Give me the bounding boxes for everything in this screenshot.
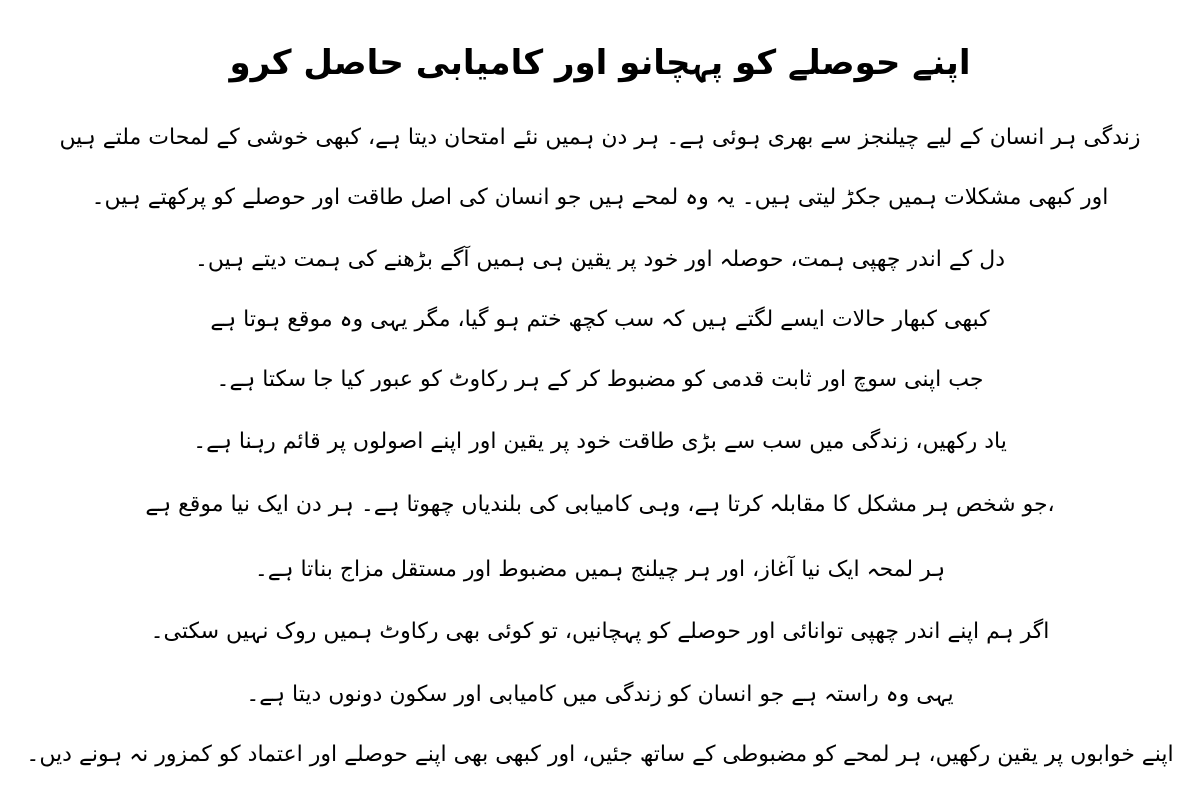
paragraph-line-8: ہر لمحہ ایک نیا آغاز، اور ہر چیلنج ہمیں مضبوط اور مستقل مزاج بناتا ہے۔ bbox=[254, 557, 946, 582]
paragraph-line-1: زندگی ہر انسان کے لیے چیلنجز سے بھری ہوئی ہے۔ ہر دن ہمیں نئے امتحان دیتا ہے، کبھی خوشی کے لمحات ملتے ہیں bbox=[59, 125, 1141, 150]
paragraph-line-10: یہی وہ راستہ ہے جو انسان کو زندگی میں کامیابی اور سکون دونوں دیتا ہے۔ bbox=[246, 682, 954, 707]
paragraph-line-4: کبھی کبھار حالات ایسے لگتے ہیں کہ سب کچھ ختم ہو گیا، مگر یہی وہ موقع ہوتا ہے bbox=[210, 307, 990, 332]
paragraph-line-9: اگر ہم اپنے اندر چھپی توانائی اور حوصلے کو پہچانیں، تو کوئی بھی رکاوٹ ہمیں روک نہیں سکتی۔ bbox=[150, 619, 1050, 644]
paragraph-line-6: یاد رکھیں، زندگی میں سب سے بڑی طاقت خود پر یقین اور اپنے اصولوں پر قائم رہنا ہے۔ bbox=[193, 429, 1007, 454]
paragraph-line-2: اور کبھی مشکلات ہمیں جکڑ لیتی ہیں۔ یہ وہ لمحے ہیں جو انسان کی اصل طاقت اور حوصلے کو پرکھتے ہیں۔ bbox=[91, 185, 1109, 210]
document-title: اپنے حوصلے کو پہچانو اور کامیابی حاصل کرو bbox=[229, 43, 971, 83]
paragraph-line-7: ،جو شخص ہر مشکل کا مقابلہ کرتا ہے، وہی کامیابی کی بلندیاں چھوتا ہے۔ ہر دن ایک نیا موقع ہے bbox=[145, 492, 1055, 517]
paragraph-line-3: دل کے اندر چھپی ہمت، حوصلہ اور خود پر یقین ہی ہمیں آگے بڑھنے کی ہمت دیتے ہیں۔ bbox=[194, 247, 1006, 272]
paragraph-line-5: جب اپنی سوچ اور ثابت قدمی کو مضبوط کر کے ہر رکاوٹ کو عبور کیا جا سکتا ہے۔ bbox=[216, 367, 984, 392]
paragraph-line-11: اپنے خوابوں پر یقین رکھیں، ہر لمحے کو مضبوطی کے ساتھ جئیں، اور کبھی بھی اپنے حوصلے اور اعتماد کو کمزور نہ ہونے دیں۔ bbox=[26, 742, 1174, 767]
